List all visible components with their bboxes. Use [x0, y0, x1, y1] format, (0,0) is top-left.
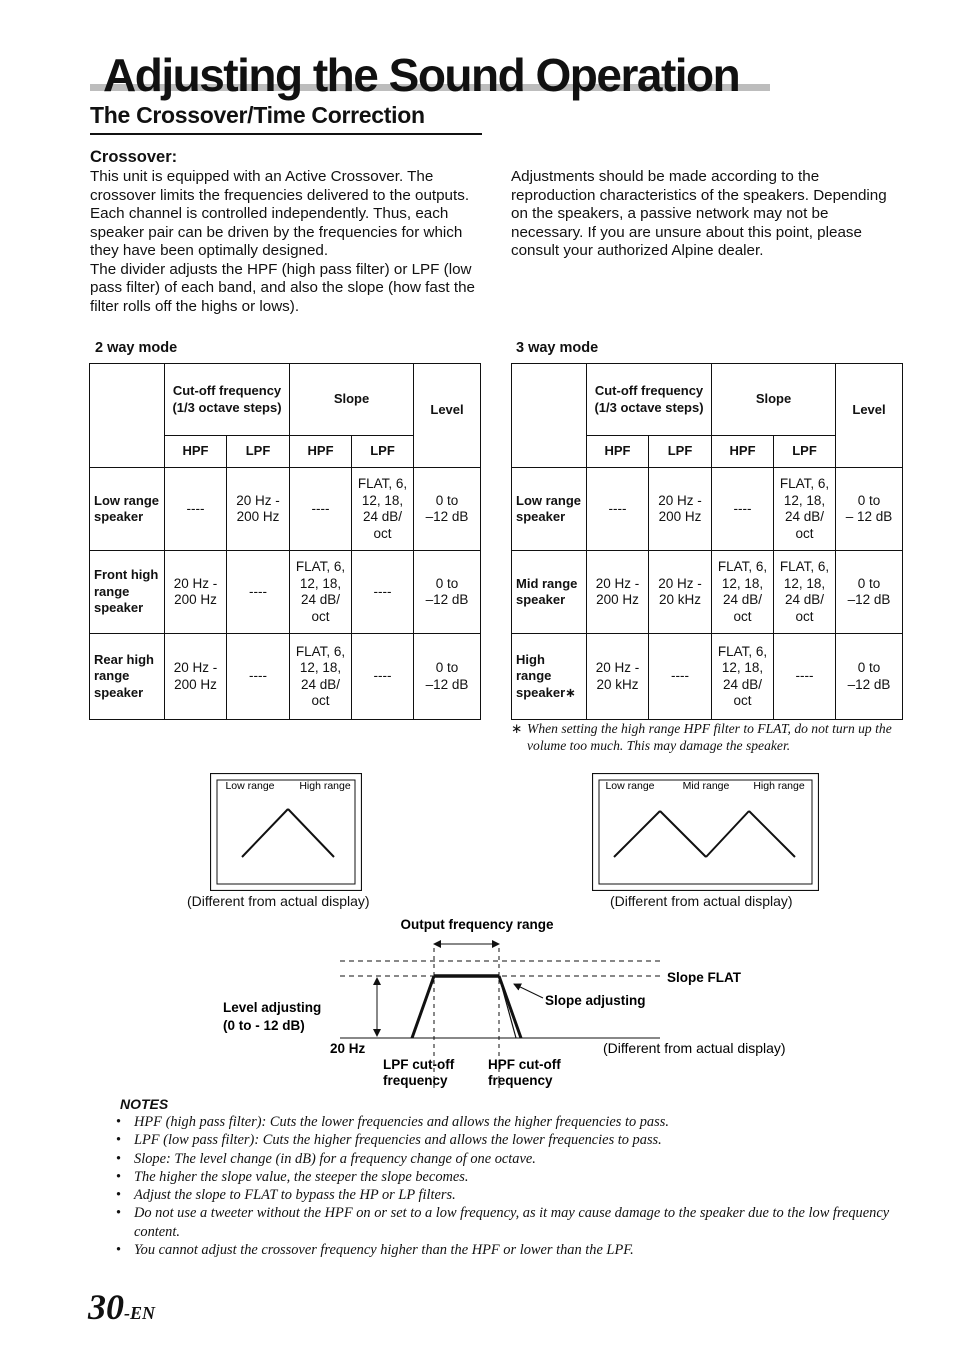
cell-line: 24 dB/ — [785, 592, 825, 607]
cell-line: 24 dB/ — [723, 676, 763, 692]
note-item: • The higher the slope value, the steeper the slope becomes. — [112, 1168, 902, 1186]
cell-line: 20 Hz - — [595, 575, 640, 591]
cell-line: Cut-off frequency — [594, 383, 704, 398]
cut-lpf-cell — [649, 551, 712, 634]
cell-line: 20 Hz - — [658, 575, 702, 591]
section-subtitle: The Crossover/Time Correction — [90, 102, 425, 128]
cell-line: – 12 dB — [845, 509, 893, 524]
cell-line: FLAT, 6, — [295, 643, 346, 659]
cell-line: ---- — [795, 668, 814, 684]
cell-line: Low range — [94, 492, 160, 508]
cell-line: oct — [795, 525, 814, 541]
cell-line: ---- — [608, 500, 627, 516]
cell-line: 0 to — [857, 575, 881, 591]
cell-line: 12, 18, — [783, 575, 826, 591]
intro-left-column — [90, 168, 485, 316]
cell-line: 200 Hz — [658, 509, 702, 524]
two-way-high-label: High range — [299, 780, 351, 792]
cell-line: –12 dB — [425, 592, 469, 607]
notes-list — [112, 1113, 902, 1259]
cell-line: Cut-off frequency — [172, 383, 282, 398]
page-language-suffix: -EN — [124, 1303, 155, 1323]
note-item: • You cannot adjust the crossover frequency higher than the HPF or lower than the LPF. — [112, 1241, 902, 1259]
cell-line: High — [516, 651, 545, 667]
cell-line: 20 Hz - — [595, 660, 640, 675]
page-title: Adjusting the Sound Operation — [103, 49, 740, 101]
level-adjusting-label: Level adjusting — [223, 1000, 322, 1015]
output-frequency-range-label: Output frequency range — [400, 917, 554, 932]
speaker-name-cell — [512, 634, 587, 720]
hpf-cutoff-label: HPF cut-off — [488, 1057, 561, 1072]
cell-line: 24 dB/ — [723, 592, 763, 607]
cell-line: 12, 18, — [299, 575, 342, 591]
level-cell — [836, 551, 903, 634]
cut-hpf-cell — [165, 634, 227, 720]
note-item: • HPF (high pass filter): Cuts the lower frequencies and allows the higher frequencies to pass. — [112, 1113, 902, 1131]
cell-line: 12, 18, — [721, 575, 764, 591]
level-cell — [414, 468, 481, 551]
cell-line: 20 Hz - — [173, 575, 218, 591]
cell-line: 0 to — [857, 660, 881, 675]
cell-line: ---- — [373, 583, 392, 599]
cell-line: Low range — [516, 492, 582, 508]
cell-line: FLAT, 6, — [779, 559, 830, 574]
cut-lpf-cell — [227, 634, 290, 720]
two-way-display — [210, 773, 362, 891]
table-row — [90, 634, 481, 720]
cell-line: (1/3 octave steps) — [172, 399, 282, 415]
table-row — [512, 551, 903, 634]
cell-line: 24 dB/ — [363, 509, 403, 524]
intro-right-column — [511, 168, 903, 261]
cell-line: 200 Hz — [174, 676, 217, 692]
cell-line: oct — [311, 693, 330, 708]
intro-paragraph-3: Adjustments should be made according to the reproduction characteristics of the speakers. Depending on the speakers, a passive network may not be necessary. If you are unsure about this point, please consult your authorized Alpine dealer. — [511, 168, 887, 259]
cell-line: –12 dB — [425, 509, 469, 524]
hpf-subheader: HPF — [165, 436, 227, 468]
corner-cell — [90, 364, 165, 468]
slope-header: Slope — [290, 364, 414, 436]
cell-line: ---- — [249, 583, 267, 599]
crossover-heading: Crossover: — [90, 148, 178, 166]
slope-hpf-cell — [290, 634, 352, 720]
three-way-table — [511, 363, 903, 720]
three-way-high-label: High range — [753, 780, 805, 792]
cell-line: 0 to — [857, 492, 881, 508]
slope-lpf-cell — [774, 468, 836, 551]
two-way-table — [89, 363, 481, 720]
hpf-subheader: HPF — [290, 436, 352, 468]
cell-line: 24 dB/ — [301, 592, 341, 607]
cell-line: speaker — [516, 509, 566, 524]
cell-line: speaker — [94, 684, 144, 700]
three-way-mode-label: 3 way mode — [516, 340, 599, 356]
hpf-subheader: HPF — [712, 436, 774, 468]
cell-line: FLAT, 6, — [779, 476, 830, 491]
cell-line: –12 dB — [425, 676, 469, 692]
three-way-low-label: Low range — [605, 780, 655, 792]
slope-lpf-cell — [352, 634, 414, 720]
level-cell — [836, 634, 903, 720]
level-cell — [836, 468, 903, 551]
cut-hpf-cell — [165, 468, 227, 551]
cell-line: 20 kHz — [596, 676, 639, 692]
cell-line: oct — [733, 693, 752, 708]
cell-line: speaker∗ — [516, 684, 577, 700]
slope-lpf-cell — [774, 634, 836, 720]
cut-lpf-cell — [649, 468, 712, 551]
subtitle-rule — [90, 133, 482, 135]
slope-hpf-cell — [290, 551, 352, 634]
cutoff-header — [165, 364, 290, 436]
level-range-label: (0 to - 12 dB) — [223, 1018, 305, 1033]
footnote — [511, 720, 906, 754]
cell-line: 20 kHz — [658, 592, 702, 607]
hpf-subheader: HPF — [587, 436, 649, 468]
cell-line: Front high — [94, 567, 159, 583]
cut-lpf-cell — [227, 468, 290, 551]
cell-line: (1/3 octave steps) — [594, 399, 704, 415]
cut-hpf-cell — [587, 551, 649, 634]
corner-cell — [512, 364, 587, 468]
cell-line: 0 to — [435, 660, 459, 675]
cell-line: 12, 18, — [721, 660, 764, 675]
lpf-subheader: LPF — [774, 436, 836, 468]
lpf-slope-line — [412, 976, 434, 1038]
three-way-display — [592, 773, 819, 891]
slope-adjust-arrow — [514, 984, 543, 998]
lpf-subheader: LPF — [227, 436, 290, 468]
cell-line: 0 to — [435, 575, 459, 591]
cell-line: FLAT, 6, — [717, 559, 768, 574]
speaker-name-cell — [512, 468, 587, 551]
speaker-name-cell — [512, 551, 587, 634]
cell-line: 24 dB/ — [785, 509, 825, 524]
note-item: • Adjust the slope to FLAT to bypass the HP or LP filters. — [112, 1186, 902, 1204]
filter-diagram-caption: (Different from actual display) — [603, 1040, 786, 1056]
cut-hpf-cell — [587, 468, 649, 551]
cut-hpf-cell — [587, 634, 649, 720]
cell-line: speaker — [94, 600, 144, 616]
cell-line: 12, 18, — [361, 492, 404, 508]
table-row — [512, 634, 903, 720]
level-cell — [414, 634, 481, 720]
cell-line: 24 dB/ — [301, 676, 341, 692]
note-item: • Do not use a tweeter without the HPF on or set to a low frequency, as it may cause damage to the speaker due to the low frequency content. — [112, 1204, 902, 1241]
cut-hpf-cell — [165, 551, 227, 634]
level-cell — [414, 551, 481, 634]
two-way-low-label: Low range — [225, 780, 275, 792]
cell-line: 20 Hz - — [236, 492, 280, 508]
footnote-text: When setting the high range HPF filter to FLAT, do not turn up the volume too much. This may damage the speaker. — [527, 721, 892, 753]
cut-lpf-cell — [227, 551, 290, 634]
cell-line: 0 to — [435, 492, 459, 508]
cell-line: range — [516, 668, 552, 684]
footnote-mark: ∗ — [511, 721, 523, 736]
table-row — [90, 468, 481, 551]
cell-line: 20 Hz - — [658, 492, 702, 508]
slope-hpf-cell — [712, 634, 774, 720]
page-number-value: 30 — [88, 1287, 124, 1327]
lpf-subheader: LPF — [352, 436, 414, 468]
cell-line: speaker — [94, 509, 144, 524]
cell-line: range — [94, 583, 130, 599]
cell-line: ---- — [311, 500, 330, 516]
speaker-name-cell — [90, 551, 165, 634]
cell-line: FLAT, 6, — [357, 476, 408, 491]
level-header: Level — [836, 364, 903, 468]
level-header: Level — [414, 364, 481, 468]
cell-line: oct — [373, 525, 392, 541]
cell-line: range — [94, 668, 130, 684]
cell-line: FLAT, 6, — [295, 559, 346, 574]
notes-heading: NOTES — [120, 1096, 169, 1112]
cell-line: Mid range — [516, 575, 578, 591]
cut-lpf-cell — [649, 634, 712, 720]
slope-hpf-cell — [290, 468, 352, 551]
cell-line: 200 Hz — [236, 509, 280, 524]
intro-paragraph-2: The divider adjusts the HPF (high pass filter) or LPF (low pass filter) of each band, and also the slope (how fast the filter rolls off the highs or lows). — [90, 260, 475, 315]
lpf-cutoff-label: LPF cut-off — [383, 1057, 455, 1072]
speaker-name-cell — [90, 468, 165, 551]
three-way-display-caption: (Different from actual display) — [610, 893, 793, 909]
cell-line: oct — [733, 608, 752, 624]
cell-line: 200 Hz — [596, 592, 639, 607]
note-item: • Slope: The level change (in dB) for a frequency change of one octave. — [112, 1150, 902, 1168]
lpf-cutoff-label-2: frequency — [383, 1073, 448, 1088]
note-item: • LPF (low pass filter): Cuts the higher frequencies and allows the lower frequencies to pass. — [112, 1131, 902, 1149]
cell-line: –12 dB — [847, 592, 891, 607]
cell-line: –12 dB — [847, 676, 891, 692]
cutoff-header — [587, 364, 712, 436]
two-way-mode-label: 2 way mode — [95, 340, 178, 356]
table-row — [512, 468, 903, 551]
filter-response-diagram — [215, 910, 815, 1095]
cell-line: 12, 18, — [783, 492, 826, 508]
cell-line: 20 Hz - — [173, 660, 218, 675]
slope-hpf-cell — [712, 468, 774, 551]
cell-line: speaker — [516, 592, 566, 607]
cell-line: ---- — [249, 668, 267, 684]
two-way-display-caption: (Different from actual display) — [187, 893, 370, 909]
slope-adjusting-label: Slope adjusting — [545, 993, 646, 1008]
hz-label: 20 Hz — [330, 1041, 366, 1056]
intro-paragraph-1: This unit is equipped with an Active Crossover. The crossover limits the frequencies delivered to the outputs. Each channel is controlled independently. Thus, each speaker pair can be driven by the frequencies for which they have been optimally designed. — [90, 168, 470, 259]
slope-flat-label: Slope FLAT — [667, 970, 741, 985]
page-number — [88, 1286, 155, 1328]
cell-line: oct — [795, 608, 814, 624]
cell-line: ---- — [186, 500, 205, 516]
cell-line: ---- — [671, 668, 689, 684]
cell-line: FLAT, 6, — [717, 643, 768, 659]
cell-line: ---- — [733, 500, 752, 516]
slope-lpf-cell — [774, 551, 836, 634]
slope-lpf-cell — [352, 468, 414, 551]
slope-lpf-cell — [352, 551, 414, 634]
cell-line: ---- — [373, 668, 392, 684]
three-way-mid-label: Mid range — [682, 780, 730, 792]
alt-slope-line — [499, 976, 516, 1038]
cell-line: oct — [311, 608, 330, 624]
lpf-subheader: LPF — [649, 436, 712, 468]
table-row — [90, 551, 481, 634]
cell-line: 12, 18, — [299, 660, 342, 675]
cell-line: Rear high — [94, 651, 154, 667]
hpf-cutoff-label-2: frequency — [488, 1073, 553, 1088]
slope-hpf-cell — [712, 551, 774, 634]
cell-line: 200 Hz — [174, 592, 217, 607]
slope-header: Slope — [712, 364, 836, 436]
speaker-name-cell — [90, 634, 165, 720]
